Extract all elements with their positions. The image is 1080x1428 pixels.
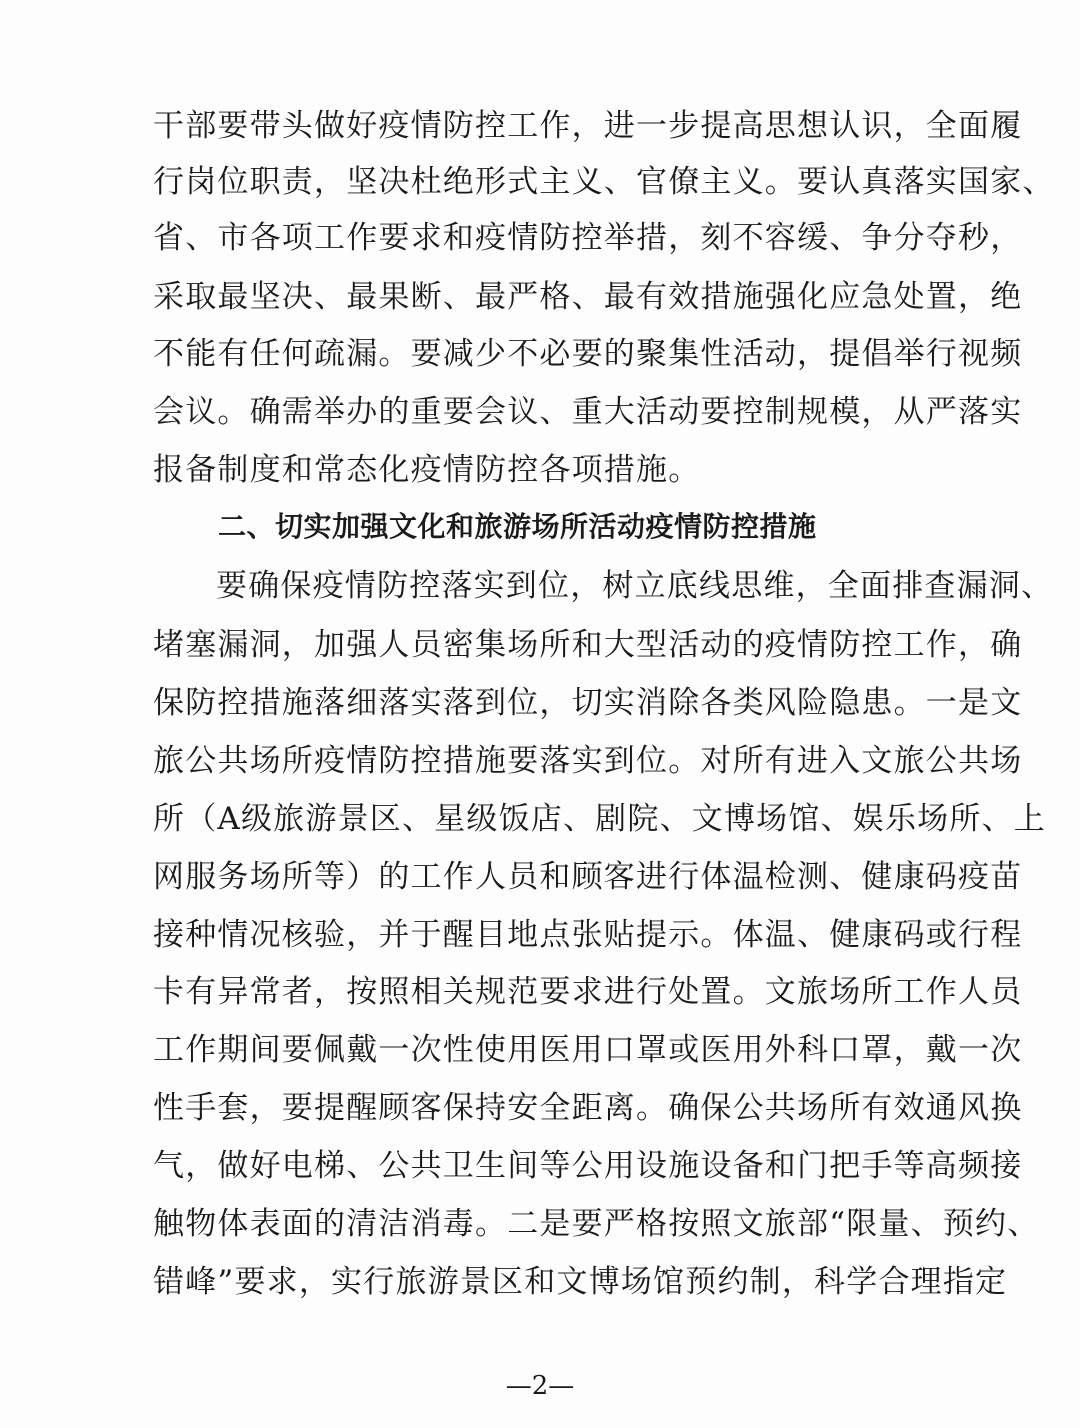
paragraph-1-line: 行岗位职责，坚决杜绝形式主义、官僚主义。要认真落实国家、 <box>153 164 1055 200</box>
paragraph-1-line: 不能有任何疏漏。要减少不必要的聚集性活动，提倡举行视频 <box>153 336 1023 372</box>
paragraph-2-line: 堵塞漏洞，加强人员密集场所和大型活动的疫情防控工作，确 <box>153 627 1023 663</box>
section-heading: 二、切实加强文化和旅游场所活动疫情防控措施 <box>218 510 817 543</box>
paragraph-2-line: 气，做好电梯、公共卫生间等公用设施设备和门把手等高频接 <box>153 1148 1023 1184</box>
paragraph-2-line: 触物体表面的清洁消毒。二是要严格按照文旅部“限量、预约、 <box>153 1206 1040 1242</box>
paragraph-2-line: 所（A级旅游景区、星级饭店、剧院、文博场馆、娱乐场所、上 <box>153 801 1046 837</box>
paragraph-2-line: 网服务场所等）的工作人员和顾客进行体温检测、健康码疫苗 <box>153 859 1023 895</box>
paragraph-2-line: 要确保疫情防控落实到位，树立底线思维，全面排查漏洞、 <box>216 568 1054 604</box>
paragraph-1-line: 报备制度和常态化疫情防控各项措施。 <box>153 452 701 488</box>
paragraph-1-line: 干部要带头做好疫情防控工作，进一步提高思想认识，全面履 <box>153 108 1023 144</box>
paragraph-1-line: 省、市各项工作要求和疫情防控举措，刻不容缓、争分夺秒， <box>153 220 1023 256</box>
paragraph-2-line: 旅公共场所疫情防控措施要落实到位。对所有进入文旅公共场 <box>153 743 1023 779</box>
paragraph-2-line: 卡有异常者，按照相关规范要求进行处置。文旅场所工作人员 <box>153 974 1023 1010</box>
paragraph-2-line: 工作期间要佩戴一次性使用医用口罩或医用外科口罩，戴一次 <box>153 1032 1023 1068</box>
paragraph-1-line: 采取最坚决、最果断、最严格、最有效措施强化应急处置，绝 <box>153 279 1023 315</box>
paragraph-2-line: 保防控措施落细落实落到位，切实消除各类风险隐患。一是文 <box>153 685 1023 721</box>
paragraph-2-line: 接种情况核验，并于醒目地点张贴提示。体温、健康码或行程 <box>153 917 1023 953</box>
page-number: —2— <box>505 1371 575 1401</box>
paragraph-2-line: 性手套，要提醒顾客保持安全距离。确保公共场所有效通风换 <box>153 1090 1023 1126</box>
paragraph-2-line: 错峰”要求，实行旅游景区和文博场馆预约制，科学合理指定 <box>153 1264 1008 1300</box>
paragraph-1-line: 会议。确需举办的重要会议、重大活动要控制规模，从严落实 <box>153 394 1023 430</box>
